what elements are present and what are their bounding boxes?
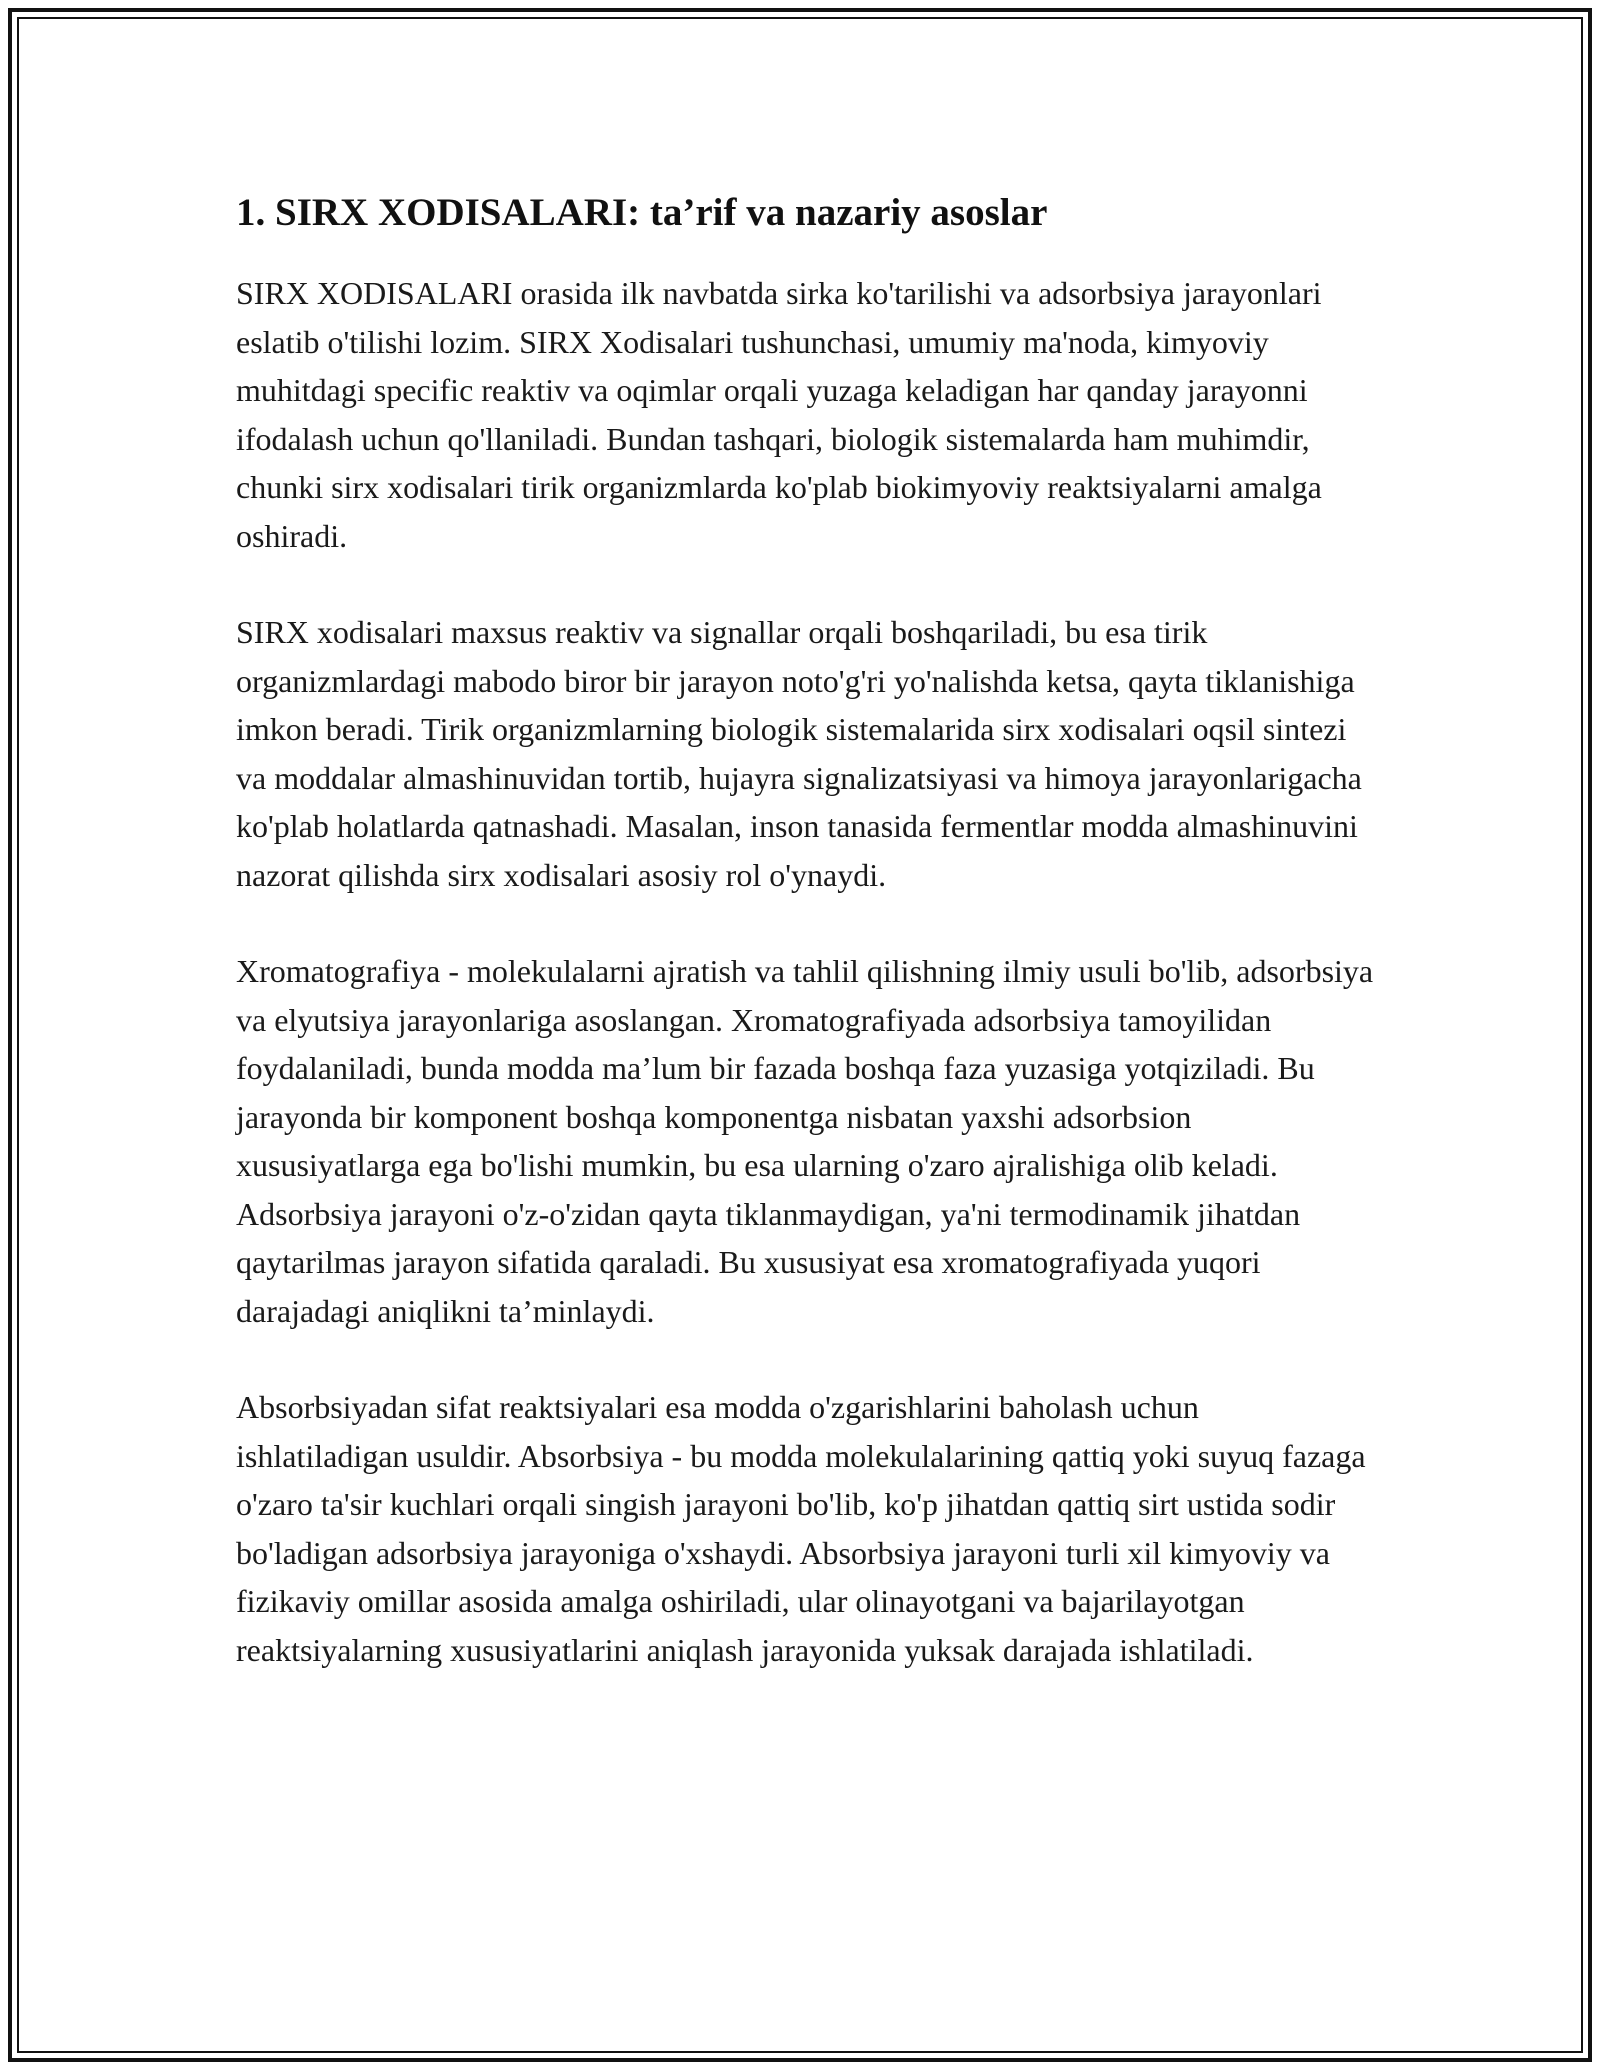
- section-heading: 1. SIRX XODISALARI: ta’rif va nazariy asoslar: [236, 191, 1048, 234]
- paragraph-3: Xromatografiya - molekulalarni ajratish va tahlil qilishning ilmiy usuli bo'lib, adsorbsiya va elyutsiya jarayonlariga asoslangan. Xromatografiyada adsorbsiya tamoyilidan foydalaniladi, bunda modda ma’lum bir fazada boshqa faza yuzasiga yotqiziladi. Bu jarayonda bir komponent boshqa komponentga nisbatan yaxshi adsorbsion xususiyatlarga ega bo'lishi mumkin, bu esa ularning o'zaro ajralishiga olib keladi. Adsorbsiya jarayoni o'z-o'zidan qayta tiklanmaydigan, ya'ni termodinamik jihatdan qaytarilmas jarayon sifatida qaraladi. Bu xususiyat esa xromatografiyada yuqori darajadagi aniqlikni ta’minlaydi.: [236, 953, 1374, 1329]
- document-body: [236, 185, 1376, 1722]
- paragraph-2: SIRX xodisalari maxsus reaktiv va signallar orqali boshqariladi, bu esa tirik organizmlardagi mabodo biror bir jarayon noto'g'ri yo'nalishda ketsa, qayta tiklanishiga imkon beradi. Tirik organizmlarning biologik sistemalarida sirx xodisalari oqsil sintezi va moddalar almashinuvidan tortib, hujayra signalizatsiyasi va himoya jarayonlarigacha ko'plab holatlarda qatnashadi. Masalan, inson tanasida fermentlar modda almashinuvini nazorat qilishda sirx xodisalari asosiy rol o'ynaydi.: [236, 614, 1362, 893]
- paragraph-1: SIRX XODISALARI orasida ilk navbatda sirka ko'tarilishi va adsorbsiya jarayonlari eslatib o'tilishi lozim. SIRX Xodisalari tushunchasi, umumiy ma'noda, kimyoviy muhitdagi specific reaktiv va oqimlar orqali yuzaga keladigan har qanday jarayonni ifodalash uchun qo'llaniladi. Bundan tashqari, biologik sistemalarda ham muhimdir, chunki sirx xodisalari tirik organizmlarda ko'plab biokimyoviy reaktsiyalarni amalga oshiradi.: [236, 275, 1322, 554]
- paragraph-4: Absorbsiyadan sifat reaktsiyalari esa modda o'zgarishlarini baholash uchun ishlatiladigan usuldir. Absorbsiya - bu modda molekulalarining qattiq yoki suyuq fazaga o'zaro ta'sir kuchlari orqali singish jarayoni bo'lib, ko'p jihatdan qattiq sirt ustida sodir bo'ladigan adsorbsiya jarayoniga o'xshaydi. Absorbsiya jarayoni turli xil kimyoviy va fizikaviy omillar asosida amalga oshiriladi, ular olinayotgani va bajarilayotgan reaktsiyalarning xususiyatlarini aniqlash jarayonida yuksak darajada ishlatiladi.: [236, 1389, 1366, 1668]
